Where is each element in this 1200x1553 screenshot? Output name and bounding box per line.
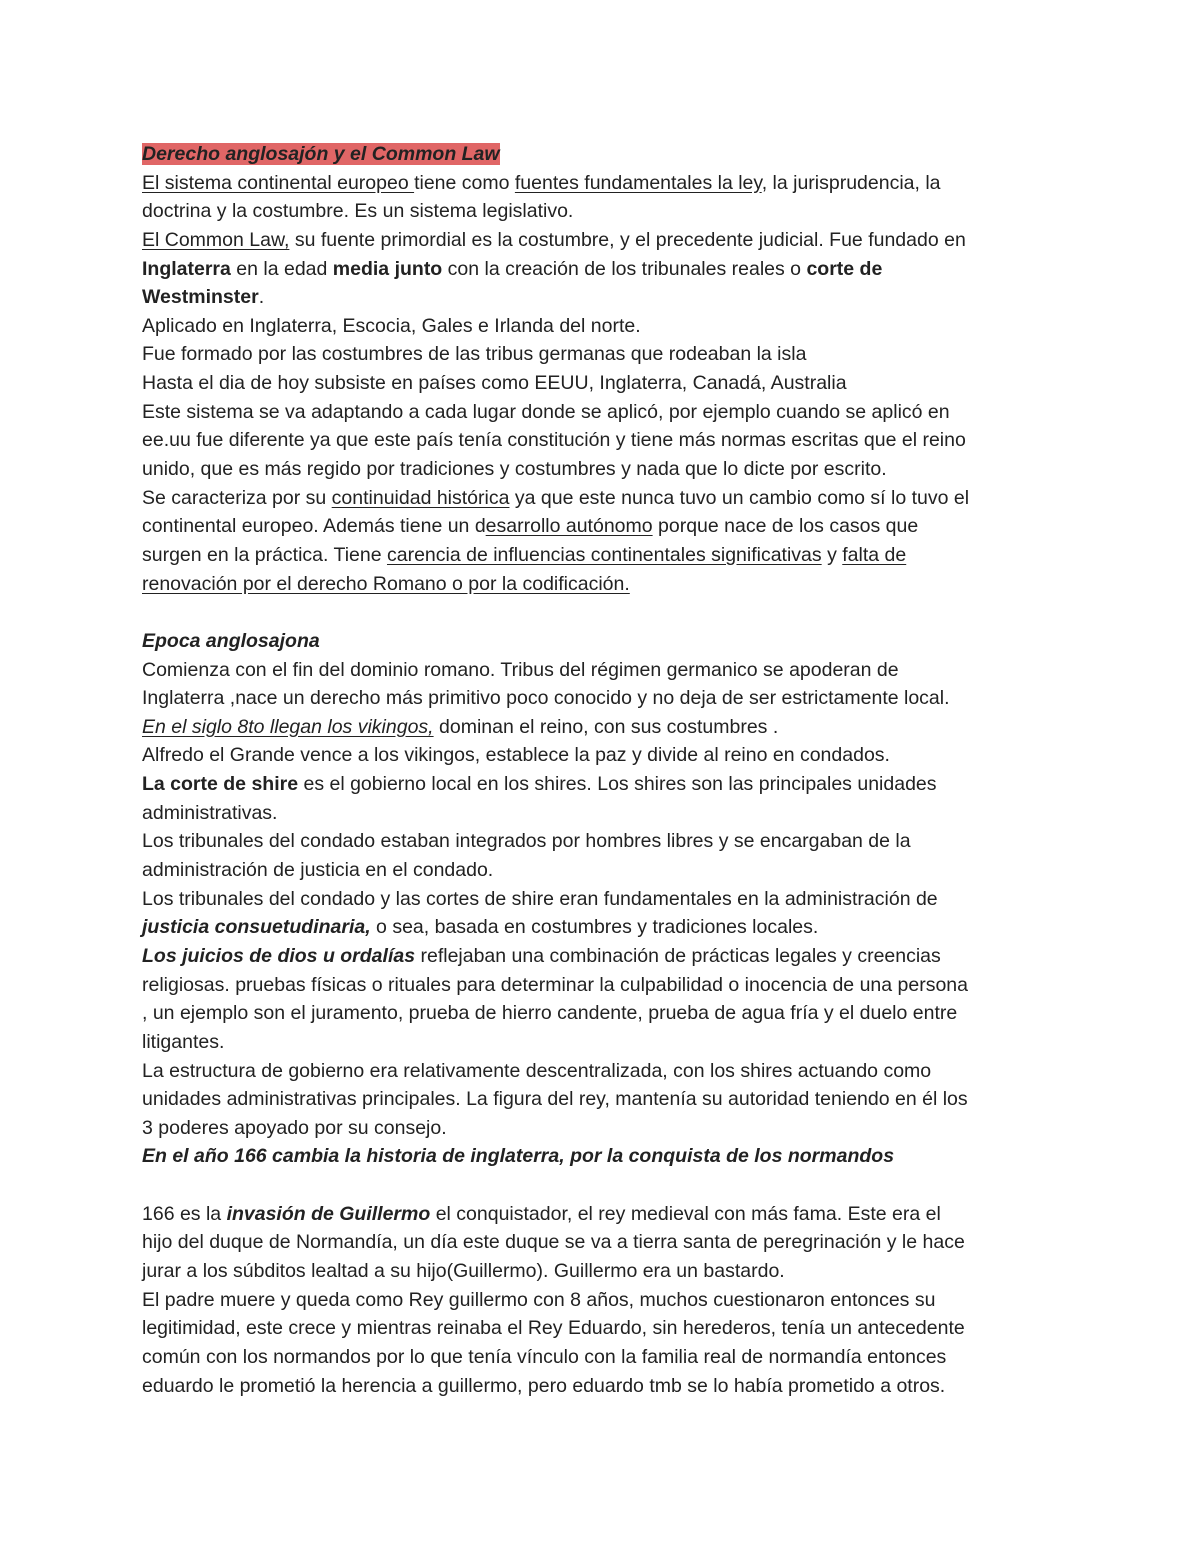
bold-text: La corte de shire <box>142 773 299 796</box>
text-run: o sea, basada en costumbres y tradiciones locales. <box>370 916 819 939</box>
paragraph-line: Este sistema se va adaptando a cada lugar donde se aplicó, por ejemplo cuando se aplicó en <box>142 400 950 423</box>
underlined-text: El Common Law, <box>142 228 290 251</box>
paragraph-line: Los tribunales del condado y las cortes de shire eran fundamentales en la administración de <box>142 887 938 910</box>
paragraph-line: , un ejemplo son el juramento, prueba de hierro candente, prueba de agua fría y el duelo entre <box>142 1002 958 1025</box>
text-run: . <box>258 286 265 309</box>
heading-text: Derecho anglosajón y el Common Law <box>142 143 500 165</box>
bold-italic-text: Los juicios de dios u ordalías <box>142 944 416 967</box>
paragraph-line <box>142 226 1072 255</box>
paragraph-line <box>142 541 1072 570</box>
text-run: dominan el reino, con sus costumbres . <box>433 715 779 738</box>
paragraph-line: Alfredo el Grande vence a los vikingos, establece la paz y divide al reino en condados. <box>142 744 890 767</box>
paragraph-line: La estructura de gobierno era relativamente descentralizada, con los shires actuando como <box>142 1059 932 1082</box>
text-run: ya que este nunca tuvo un cambio como sí lo tuvo el <box>509 486 970 509</box>
underlined-text: falta de <box>842 543 907 566</box>
text-run: continental europeo. Además tiene un d <box>142 515 486 538</box>
paragraph-line <box>142 1200 1072 1229</box>
paragraph-line <box>142 942 1072 971</box>
paragraph-line: Comienza con el fin del dominio romano. Tribus del régimen germanico se apoderan de <box>142 658 899 681</box>
paragraph-line: religiosas. pruebas físicas o rituales para determinar la culpabilidad o inocencia de una persona <box>142 973 968 996</box>
text-run: es el gobierno local en los shires. Los shires son las principales unidades <box>298 773 937 796</box>
paragraph-line: administrativas. <box>142 801 278 824</box>
paragraph-line: Los tribunales del condado estaban integrados por hombres libres y se encargaban de la <box>142 830 911 853</box>
paragraph-line <box>142 283 1072 312</box>
paragraph-line: legitimidad, este crece y mientras reinaba el Rey Eduardo, sin herederos, tenía un antecedente <box>142 1317 965 1340</box>
paragraph-line <box>142 770 1072 799</box>
text-run: , la jurisprudencia, la <box>761 171 941 194</box>
paragraph-line: administración de justicia en el condado. <box>142 859 494 882</box>
paragraph-line <box>142 255 1072 284</box>
text-run: porque nace de los casos que <box>652 515 919 538</box>
underlined-text: fuentes fundamentales la ley <box>514 171 762 194</box>
text-run: 166 es la <box>142 1202 227 1225</box>
paragraph-line: eduardo le prometió la herencia a guillermo, pero eduardo tmb se lo había prometido a otros. <box>142 1374 946 1397</box>
paragraph-line: Hasta el dia de hoy subsiste en países como EEUU, Inglaterra, Canadá, Australia <box>142 372 847 395</box>
paragraph-line: unido, que es más regido por tradiciones y costumbres y nada que lo dicte por escrito. <box>142 458 887 481</box>
paragraph-line: Aplicado en Inglaterra, Escocia, Gales e Irlanda del norte. <box>142 314 641 337</box>
underlined-text: esarrollo autónomo <box>485 515 653 538</box>
paragraph-line: renovación por el derecho Romano o por la codificación. <box>142 572 630 595</box>
blank-line <box>142 1171 1072 1200</box>
text-run: el conquistador, el rey medieval con más fama. Este era el <box>430 1202 941 1225</box>
text-run: tiene como <box>414 171 515 194</box>
paragraph-line: 3 poderes apoyado por su consejo. <box>142 1116 447 1139</box>
underlined-text: carencia de influencias continentales significativas <box>386 543 822 566</box>
paragraph-line: Inglaterra ,nace un derecho más primitivo poco conocido y no deja de ser estrictamente local. <box>142 687 950 710</box>
text-run: surgen en la práctica. Tiene <box>142 543 387 566</box>
text-run: con la creación de los tribunales reales o <box>442 257 807 280</box>
paragraph-line: común con los normandos por lo que tenía vínculo con la familia real de normandía entonces <box>142 1345 947 1368</box>
text-run: Se caracteriza por su <box>142 486 332 509</box>
bold-text: Westminster <box>142 286 259 309</box>
bold-text: corte de <box>806 257 883 280</box>
document-body <box>142 140 1072 1400</box>
underlined-text: El sistema continental europeo <box>142 171 415 194</box>
paragraph-line: litigantes. <box>142 1030 225 1053</box>
paragraph-line: ee.uu fue diferente ya que este país tenía constitución y tiene más normas escritas que el reino <box>142 429 966 452</box>
italic-underlined-text: En el siglo 8to llegan los vikingos, <box>142 715 434 738</box>
bold-italic-statement: En el año 166 cambia la historia de inglaterra, por la conquista de los normandos <box>142 1145 895 1168</box>
paragraph-line <box>142 484 1072 513</box>
paragraph-line: jurar a los súbditos lealtad a su hijo(Guillermo). Guillermo era un bastardo. <box>142 1259 785 1282</box>
paragraph-line: hijo del duque de Normandía, un día este duque se va a tierra santa de peregrinación y le hace <box>142 1231 965 1254</box>
text-run: y <box>821 543 843 566</box>
text-run: su fuente primordial es la costumbre, y el precedente judicial. Fue fundado en <box>289 228 966 251</box>
bold-italic-text: invasión de Guillermo <box>226 1202 431 1225</box>
heading-epoca-anglosajona: Epoca anglosajona <box>142 629 320 652</box>
paragraph-line <box>142 169 1072 198</box>
paragraph-line: doctrina y la costumbre. Es un sistema legislativo. <box>142 200 574 223</box>
paragraph-line <box>142 512 1072 541</box>
text-run: reflejaban una combinación de prácticas legales y creencias <box>415 944 941 967</box>
underlined-text: continuidad histórica <box>331 486 510 509</box>
paragraph-line: unidades administrativas principales. La figura del rey, mantenía su autoridad teniendo en él los <box>142 1088 968 1111</box>
paragraph-line: Fue formado por las costumbres de las tribus germanas que rodeaban la isla <box>142 343 807 366</box>
blank-line <box>142 598 1072 627</box>
heading-derecho-anglosajon <box>142 140 1072 169</box>
bold-text: Inglaterra <box>142 257 231 280</box>
text-run: en la edad <box>230 257 333 280</box>
paragraph-line <box>142 713 1072 742</box>
paragraph-line: El padre muere y queda como Rey guillermo con 8 años, muchos cuestionaron entonces su <box>142 1288 936 1311</box>
bold-italic-text: justicia consuetudinaria, <box>142 916 371 939</box>
bold-text: media junto <box>332 257 443 280</box>
paragraph-line <box>142 913 1072 942</box>
